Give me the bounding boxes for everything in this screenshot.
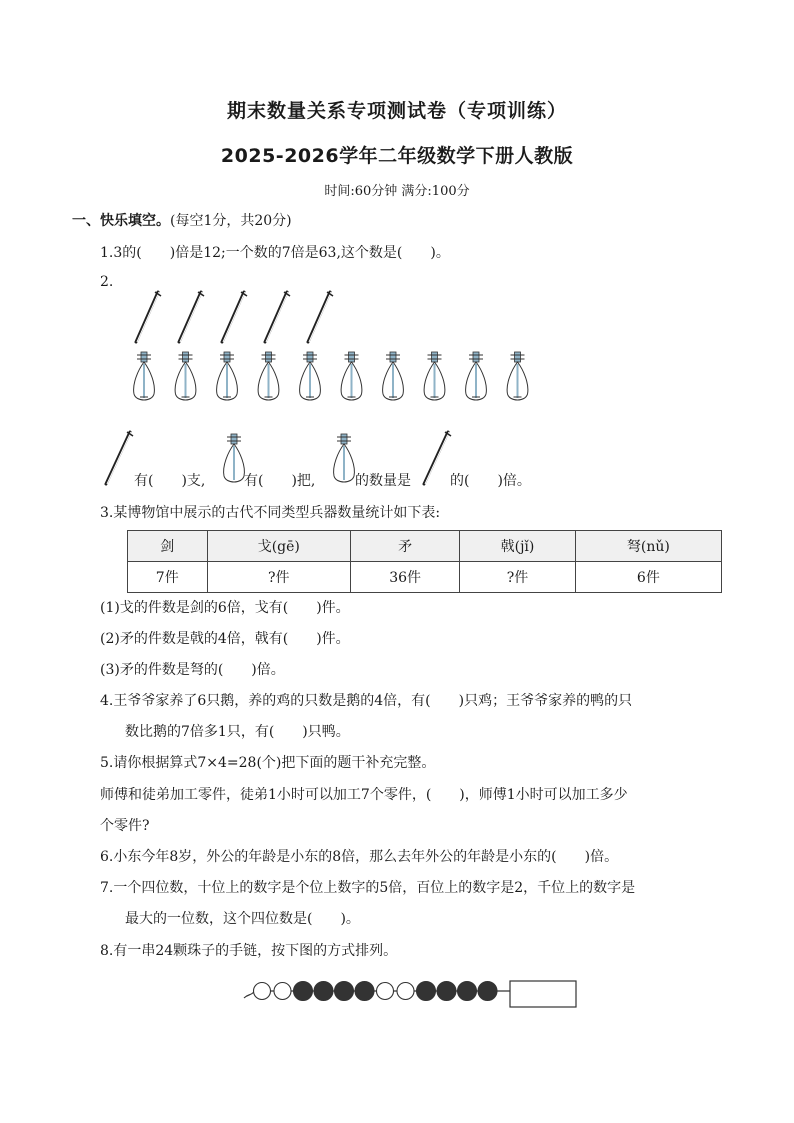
- question-8-intro: 8.有一串24颗珠子的手链，按下图的方式排列。: [100, 943, 398, 959]
- question-5-line-2: 师傅和徒弟加工零件，徒弟1小时可以加工7个零件，( )，师傅1小时可以加工多少: [100, 787, 628, 803]
- bead-white: [254, 983, 271, 1000]
- question-1: 1.3的( )倍是12;一个数的7倍是63,这个数是( )。: [100, 245, 450, 261]
- section-points: (每空1分，共20分): [170, 213, 292, 229]
- pipa-icon: [300, 352, 321, 400]
- question-2-text-a: 有( )支,: [134, 473, 206, 489]
- bead-bracelet-drawing: [240, 968, 585, 1014]
- answer-box: [510, 981, 576, 1007]
- question-2-number: 2.: [100, 274, 114, 290]
- table-row: [128, 562, 722, 593]
- pipa-icon: [175, 352, 196, 400]
- page-subtitle: 2025-2026学年二年级数学下册人教版: [220, 145, 574, 167]
- pipa-icon: [424, 352, 445, 400]
- question-3-sub-2: (2)矛的件数是戟的4倍，戟有( )件。: [100, 631, 350, 647]
- bead-black: [478, 982, 497, 1001]
- pipa-icon: [341, 352, 362, 400]
- table-cell: ?件: [460, 562, 576, 593]
- bead-white: [377, 983, 394, 1000]
- pipa-icon: [258, 352, 279, 400]
- question-2-text-c: 的数量是: [355, 473, 411, 489]
- section-title: 一、快乐填空。: [72, 213, 170, 229]
- flute-icon: [136, 292, 161, 342]
- bead-black: [314, 982, 333, 1001]
- pipa-icon: [134, 352, 155, 400]
- pipa-icons: [128, 350, 548, 406]
- table-cell: 7件: [128, 562, 208, 593]
- bead-black: [355, 982, 374, 1001]
- pipa-inline-2: [330, 432, 358, 488]
- bead-bracelet: [240, 968, 585, 1014]
- flute-inline-1: [100, 428, 136, 488]
- bead-black: [294, 982, 313, 1001]
- page-title: 期末数量关系专项测试卷（专项训练）: [226, 100, 567, 122]
- flute-icon: [222, 292, 247, 342]
- pipa-icon: [330, 432, 358, 488]
- table-cell: 6件: [575, 562, 721, 593]
- question-7-line-1: 7.一个四位数，十位上的数字是个位上数字的5倍，百位上的数字是2，千位上的数字是: [100, 880, 636, 896]
- table-header-cell: 戟(jǐ): [460, 531, 576, 562]
- question-7-line-2: 最大的一位数，这个四位数是( )。: [125, 911, 360, 927]
- table-header-cell: 戈(gē): [207, 531, 351, 562]
- flute-icons: [128, 288, 348, 348]
- weapons-table: [127, 530, 722, 593]
- flute-row: [128, 288, 348, 348]
- pipa-icon: [217, 352, 238, 400]
- question-3-sub-1: (1)戈的件数是剑的6倍，戈有( )件。: [100, 600, 350, 616]
- pipa-icon: [466, 352, 487, 400]
- flute-icon: [100, 428, 136, 488]
- table-header-cell: 剑: [128, 531, 208, 562]
- section-heading: [72, 210, 292, 230]
- question-2-text-d: 的( )倍。: [450, 473, 531, 489]
- bead-black: [437, 982, 456, 1001]
- table-header-cell: 弩(nǔ): [575, 531, 721, 562]
- table-cell: ?件: [207, 562, 351, 593]
- question-3-intro: 3.某博物馆中展示的古代不同类型兵器数量统计如下表:: [100, 505, 441, 521]
- table-header-row: [128, 531, 722, 562]
- bead-white: [397, 983, 414, 1000]
- flute-icon: [265, 292, 290, 342]
- question-6: 6.小东今年8岁，外公的年龄是小东的8倍，那么去年外公的年龄是小东的( )倍。: [100, 849, 619, 865]
- pipa-icon: [507, 352, 528, 400]
- pipa-row: [128, 350, 548, 406]
- pipa-icon: [383, 352, 404, 400]
- bead-black: [335, 982, 354, 1001]
- flute-icon: [179, 292, 204, 342]
- question-2-text-b: 有( )把,: [244, 473, 316, 489]
- table-header-cell: 矛: [351, 531, 460, 562]
- bead-black: [458, 982, 477, 1001]
- flute-icon: [418, 428, 454, 488]
- question-4-line-1: 4.王爷爷家养了6只鹅，养的鸡的只数是鹅的4倍，有( )只鸡；王爷爷家养的鸭的只: [100, 693, 633, 709]
- bead-black: [417, 982, 436, 1001]
- bead-white: [274, 983, 291, 1000]
- question-4-line-2: 数比鹅的7倍多1只，有( )只鸭。: [125, 724, 350, 740]
- question-5-line-3: 个零件?: [100, 818, 150, 834]
- exam-meta: 时间:60分钟 满分:100分: [324, 184, 470, 199]
- flute-inline-2: [418, 428, 454, 488]
- flute-icon: [308, 292, 333, 342]
- question-5-line-1: 5.请你根据算式7×4=28(个)把下面的题干补充完整。: [100, 755, 436, 771]
- question-3-sub-3: (3)矛的件数是弩的( )倍。: [100, 662, 285, 678]
- table-cell: 36件: [351, 562, 460, 593]
